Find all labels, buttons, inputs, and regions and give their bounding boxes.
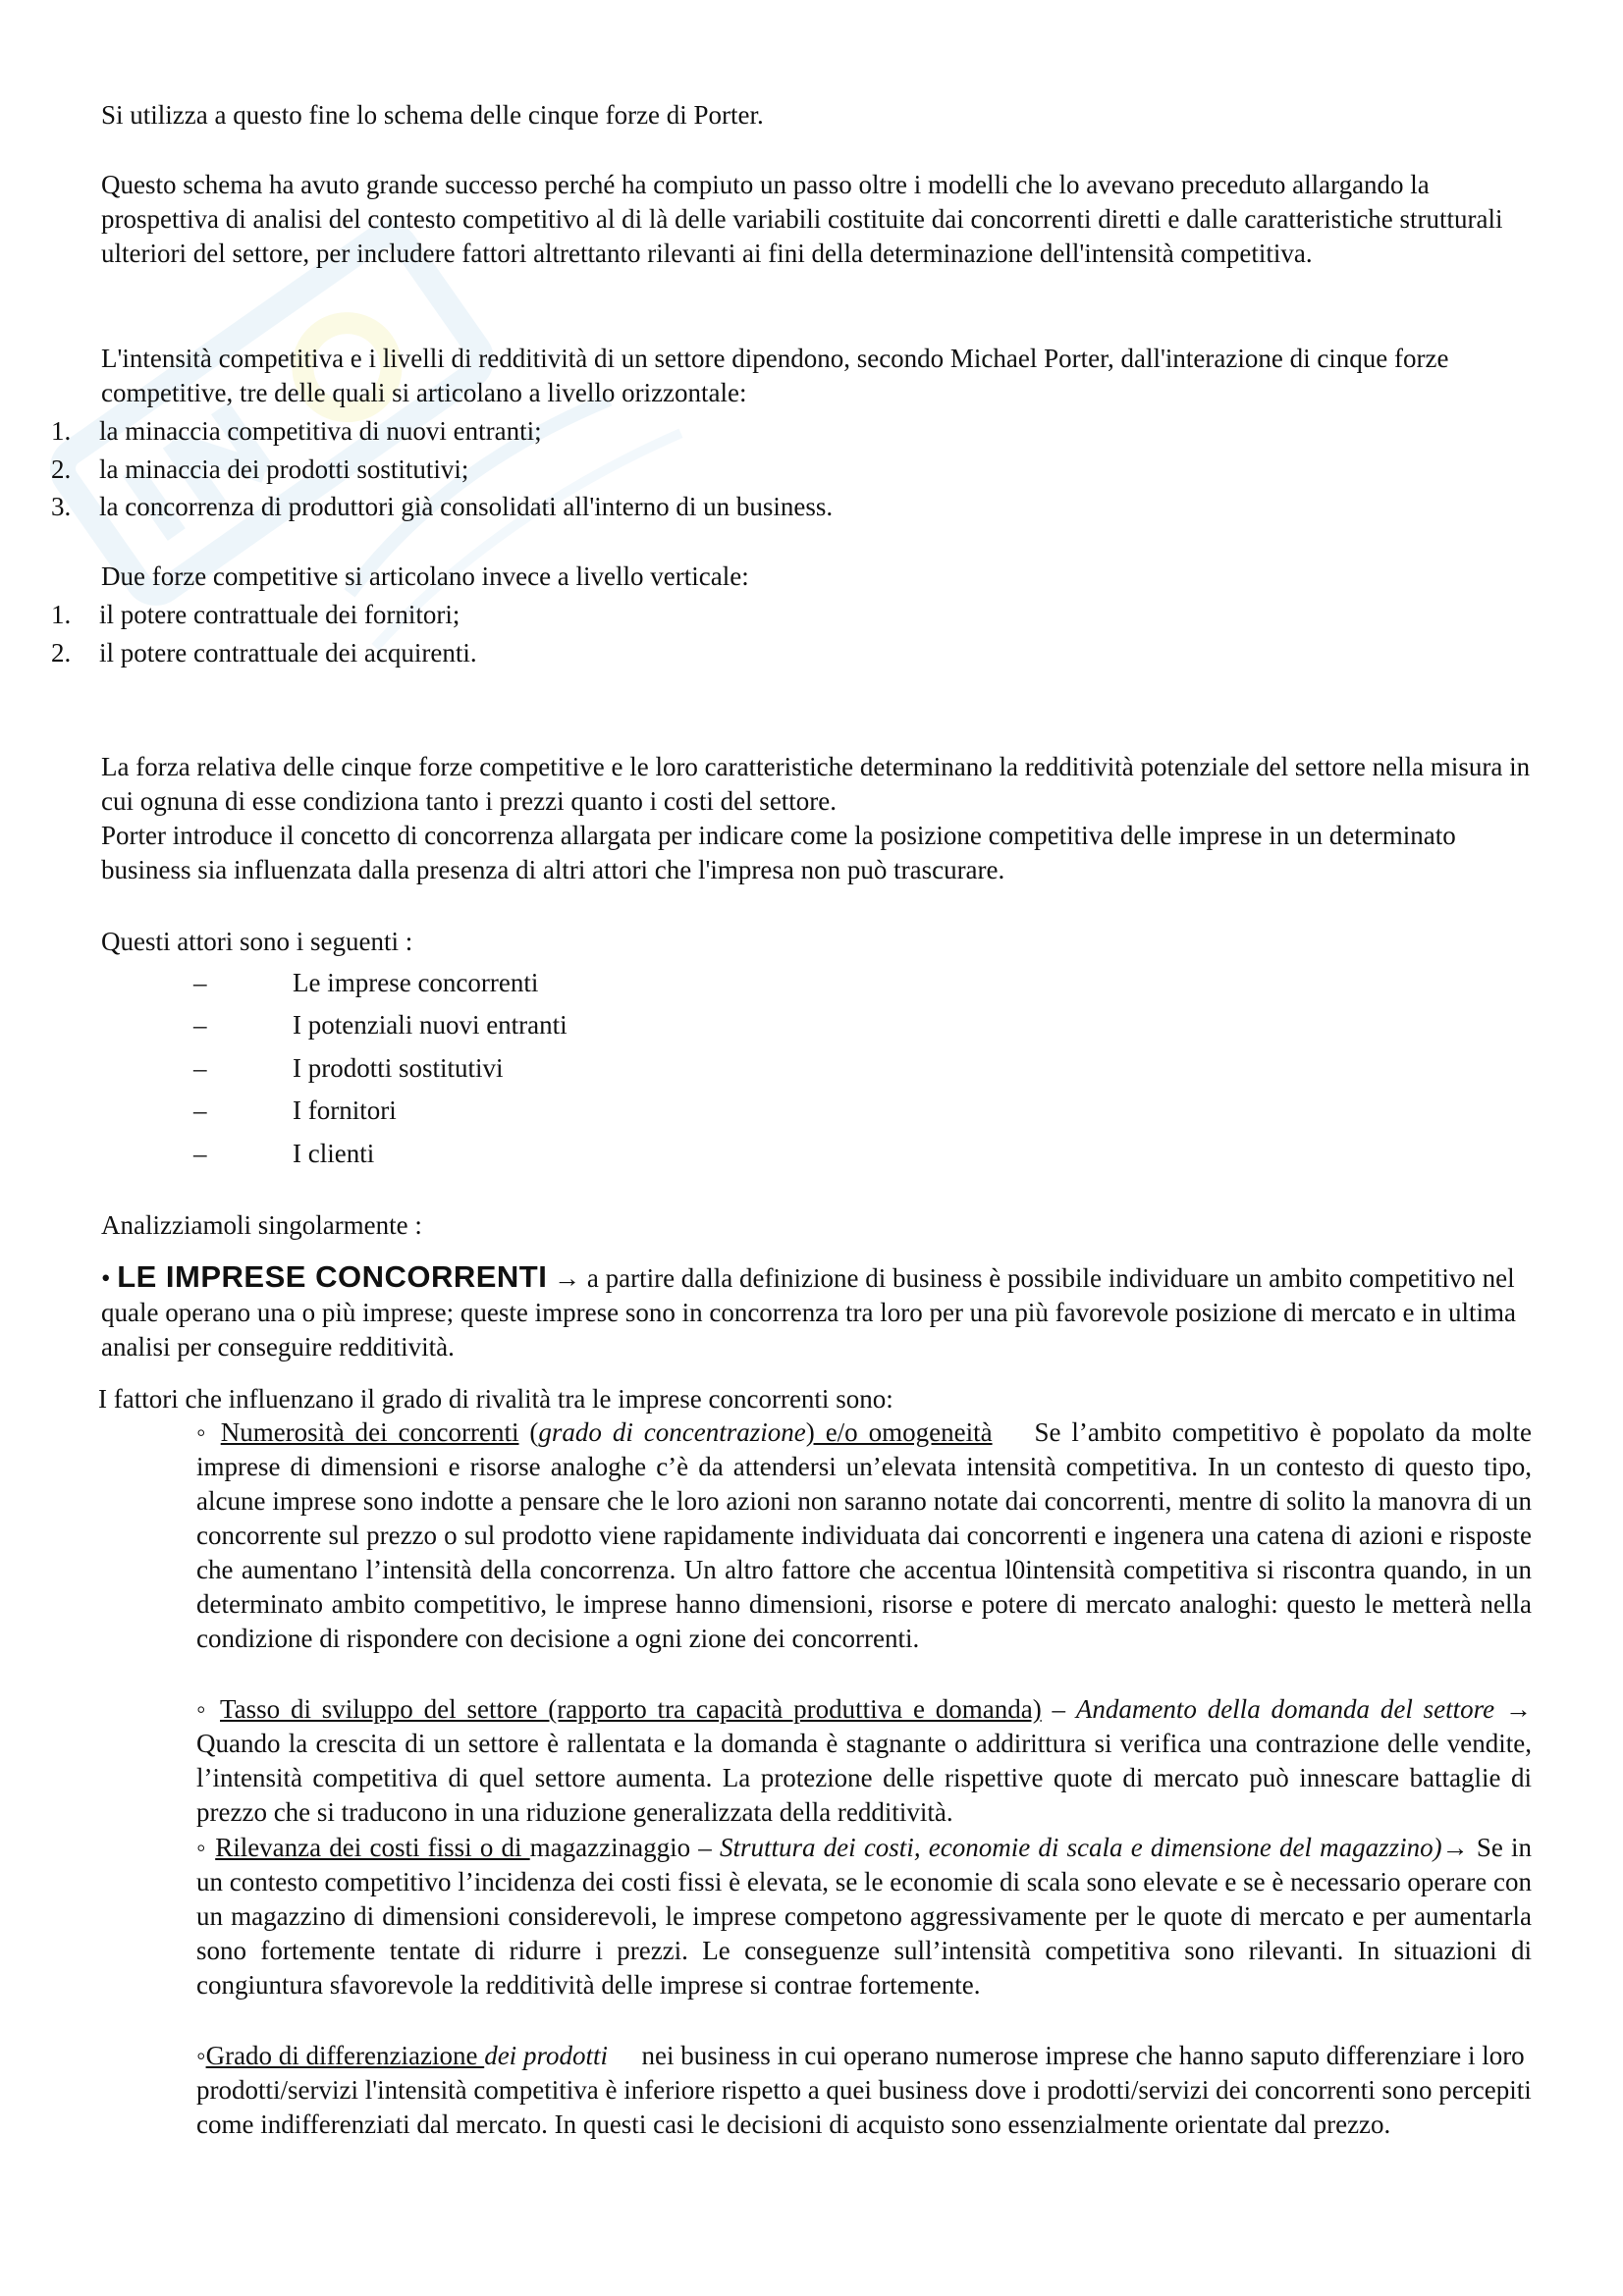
factor-title: Grado di differenziazione [205,2041,485,2070]
paragraph-4a: La forza relativa delle cinque forze competitive e le loro caratteristiche determinano la redditività potenziale del settore nella misura in cui ognuna di esse condiziona tanto i prezzi quanto i costi del settore. [101,752,1531,816]
factor-title: Tasso di sviluppo del settore (rapporto tra capacità produttiva e domanda) [220,1694,1042,1724]
list-text: il potere contrattuale dei acquirenti. [99,638,477,667]
dash-marker: – [193,1053,207,1083]
section-text: a partire dalla definizione di business è possibile individuare un ambito competitivo nel quale operano una o più imprese; queste imprese sono in concorrenza tra loro per una più favorevole posizione di mercato e in ultima analisi per conseguire redditività. [101,1263,1517,1362]
paragraph-1: Questo schema ha avuto grande successo perché ha compiuto un passo oltre i modelli che lo avevano preceduto allargando la prospettiva di analisi del contesto competitivo al di là delle variabili costituite dai concorrenti diretti e dalle caratteristiche strutturali ulteriori del settore, per includere fattori altrettanto rilevanti ai fini della determinazione dell'intensità competitiva. [101,170,1503,268]
list-number: 1. [51,600,72,629]
arrow-icon: → [1494,1694,1533,1724]
intro-line: Si utilizza a questo fine lo schema delle cinque forze di Porter. [101,100,764,130]
list-text: la concorrenza di produttori già consolidati all'interno di un business. [99,492,834,521]
paragraph-4 [101,750,1535,887]
actor-text: I prodotti sostitutivi [293,1053,504,1083]
factor-title-paren: ( [518,1417,539,1447]
factor-subtitle: dei prodotti [484,2041,608,2070]
actor-text: I potenziali nuovi entranti [293,1010,568,1040]
missing-glyph-icon:   [992,1417,1035,1447]
dash-marker: – [193,1010,207,1040]
factor-subtitle: Andamento della domanda del settore [1075,1694,1495,1724]
list-number: 3. [51,492,72,521]
actor-text: I clienti [293,1139,375,1168]
paragraph-4b: Porter introduce il concetto di concorrenza allargata per indicare come la posizione competitiva delle imprese in un determinato business sia influenzata dalla presenza di altri attori che l'impresa non può trascurare. [101,821,1456,884]
dash-marker: – [193,968,207,997]
circle-bullet: ◦ [196,1694,210,1724]
list-number: 2. [51,454,72,484]
list-text: la minaccia dei prodotti sostitutivi; [99,454,469,484]
factor-subtitle: Struttura dei costi, economie di scala e dimensione del magazzino) [719,1833,1442,1862]
factor-title-cont: ) e/o omogeneità [805,1417,993,1447]
factor-title-plain: magazzinaggio [529,1833,691,1862]
factor-title: Numerosità dei concorrenti [220,1417,519,1447]
list-text: la minaccia competitiva di nuovi entranti; [99,416,542,446]
dash-marker: – [193,1095,207,1125]
factor-item [196,2039,1532,2142]
factor-item [196,1692,1532,1830]
factor-item [196,1415,1532,1656]
section-imprese-concorrenti [101,1259,1535,1364]
list-number: 1. [51,416,72,446]
factor-title: Rilevanza dei costi fissi o di [215,1833,530,1862]
factor-text: Se in un contesto competitivo l’incidenza dei costi fissi è elevata, se le economie di scala sono elevate e se è necessario operare con un magazzino di dimensioni considerevoli, le imprese competono aggressivamente per le quote di mercato e per aumentarla sono fortemente tentate di ridurre i prezzi. Le conseguenze sull’intensità competitiva sono rilevanti. In situazioni di congiuntura sfavorevole la redditività delle imprese si contrae fortemente. [196,1833,1533,2000]
circle-bullet: ◦ [196,1833,207,1862]
factor-text: Quando la crescita di un settore è rallentata e la domanda è stagnante o addirittura si verifica una contrazione delle vendite, l’intensità competitiva di quel settore aumenta. La protezione delle rispettive quote di mercato può innescare battaglie di prezzo che si traducono in una riduzione generalizzata della redditività. [196,1729,1532,1827]
factor-item [196,1831,1532,2002]
circle-bullet: ◦ [196,1417,210,1447]
factor-dash: – [1041,1694,1076,1724]
actor-text: I fornitori [293,1095,397,1125]
arrow-icon: → [554,1263,581,1293]
bullet-marker: • [101,1263,111,1293]
factor-text: nei business in cui operano numerose imprese che hanno saputo differenziare i loro prodotti/servizi l'intensità competitiva è inferiore rispetto a quei business dove i prodotti/servizi dei concorrenti sono percepiti come indifferenziati dal mercato. In questi casi le decisioni di acquisto sono essenzialmente orientate dal prezzo. [196,2041,1532,2139]
actor-text: Le imprese concorrenti [293,968,539,997]
factor-subtitle: grado di concentrazione [538,1417,806,1447]
missing-glyph-icon:   [607,2041,642,2070]
dash-marker: – [193,1139,207,1168]
circle-bullet: ◦ [196,2041,206,2070]
factor-text: Se l’ambito competitivo è popolato da molte imprese di dimensioni e risorse analoghe c’è da attendersi un’elevata intensità competitiva. In un contesto di questo tipo, alcune imprese sono indotte a pensare che le loro azioni non saranno notate dai concorrenti, mentre di solito la manovra di un concorrente sul prezzo o sul prodotto viene rapidamente individuata dai concorrenti e ingenera una catena di azioni e risposte che aumentano l’intensità della concorrenza. Un altro fattore che accentua l0intensità competitiva si riscontra quando, in un determinato ambito competitivo, le imprese hanno dimensioni, risorse e potere di mercato analoghi: questo le metterà nella condizione di rispondere con decisione a ogni zione dei concorrenti. [196,1417,1532,1653]
paragraph-3: Due forze competitive si articolano invece a livello verticale: [101,561,749,591]
list-number: 2. [51,638,72,667]
paragraph-2: L'intensità competitiva e i livelli di redditività di un settore dipendono, secondo Michael Porter, dall'interazione di cinque forze competitive, tre delle quali si articolano a livello orizzontale: [101,344,1449,407]
factor-dash: – [690,1833,720,1862]
factors-intro: I fattori che influenzano il grado di rivalità tra le imprese concorrenti sono: [98,1384,893,1414]
arrow-icon: → [1441,1833,1477,1862]
paragraph-5: Questi attori sono i seguenti : [101,927,413,956]
paragraph-6: Analizziamoli singolarmente : [101,1210,422,1240]
section-heading: LE IMPRESE CONCORRENTI [117,1259,548,1294]
list-text: il potere contrattuale dei fornitori; [99,600,460,629]
